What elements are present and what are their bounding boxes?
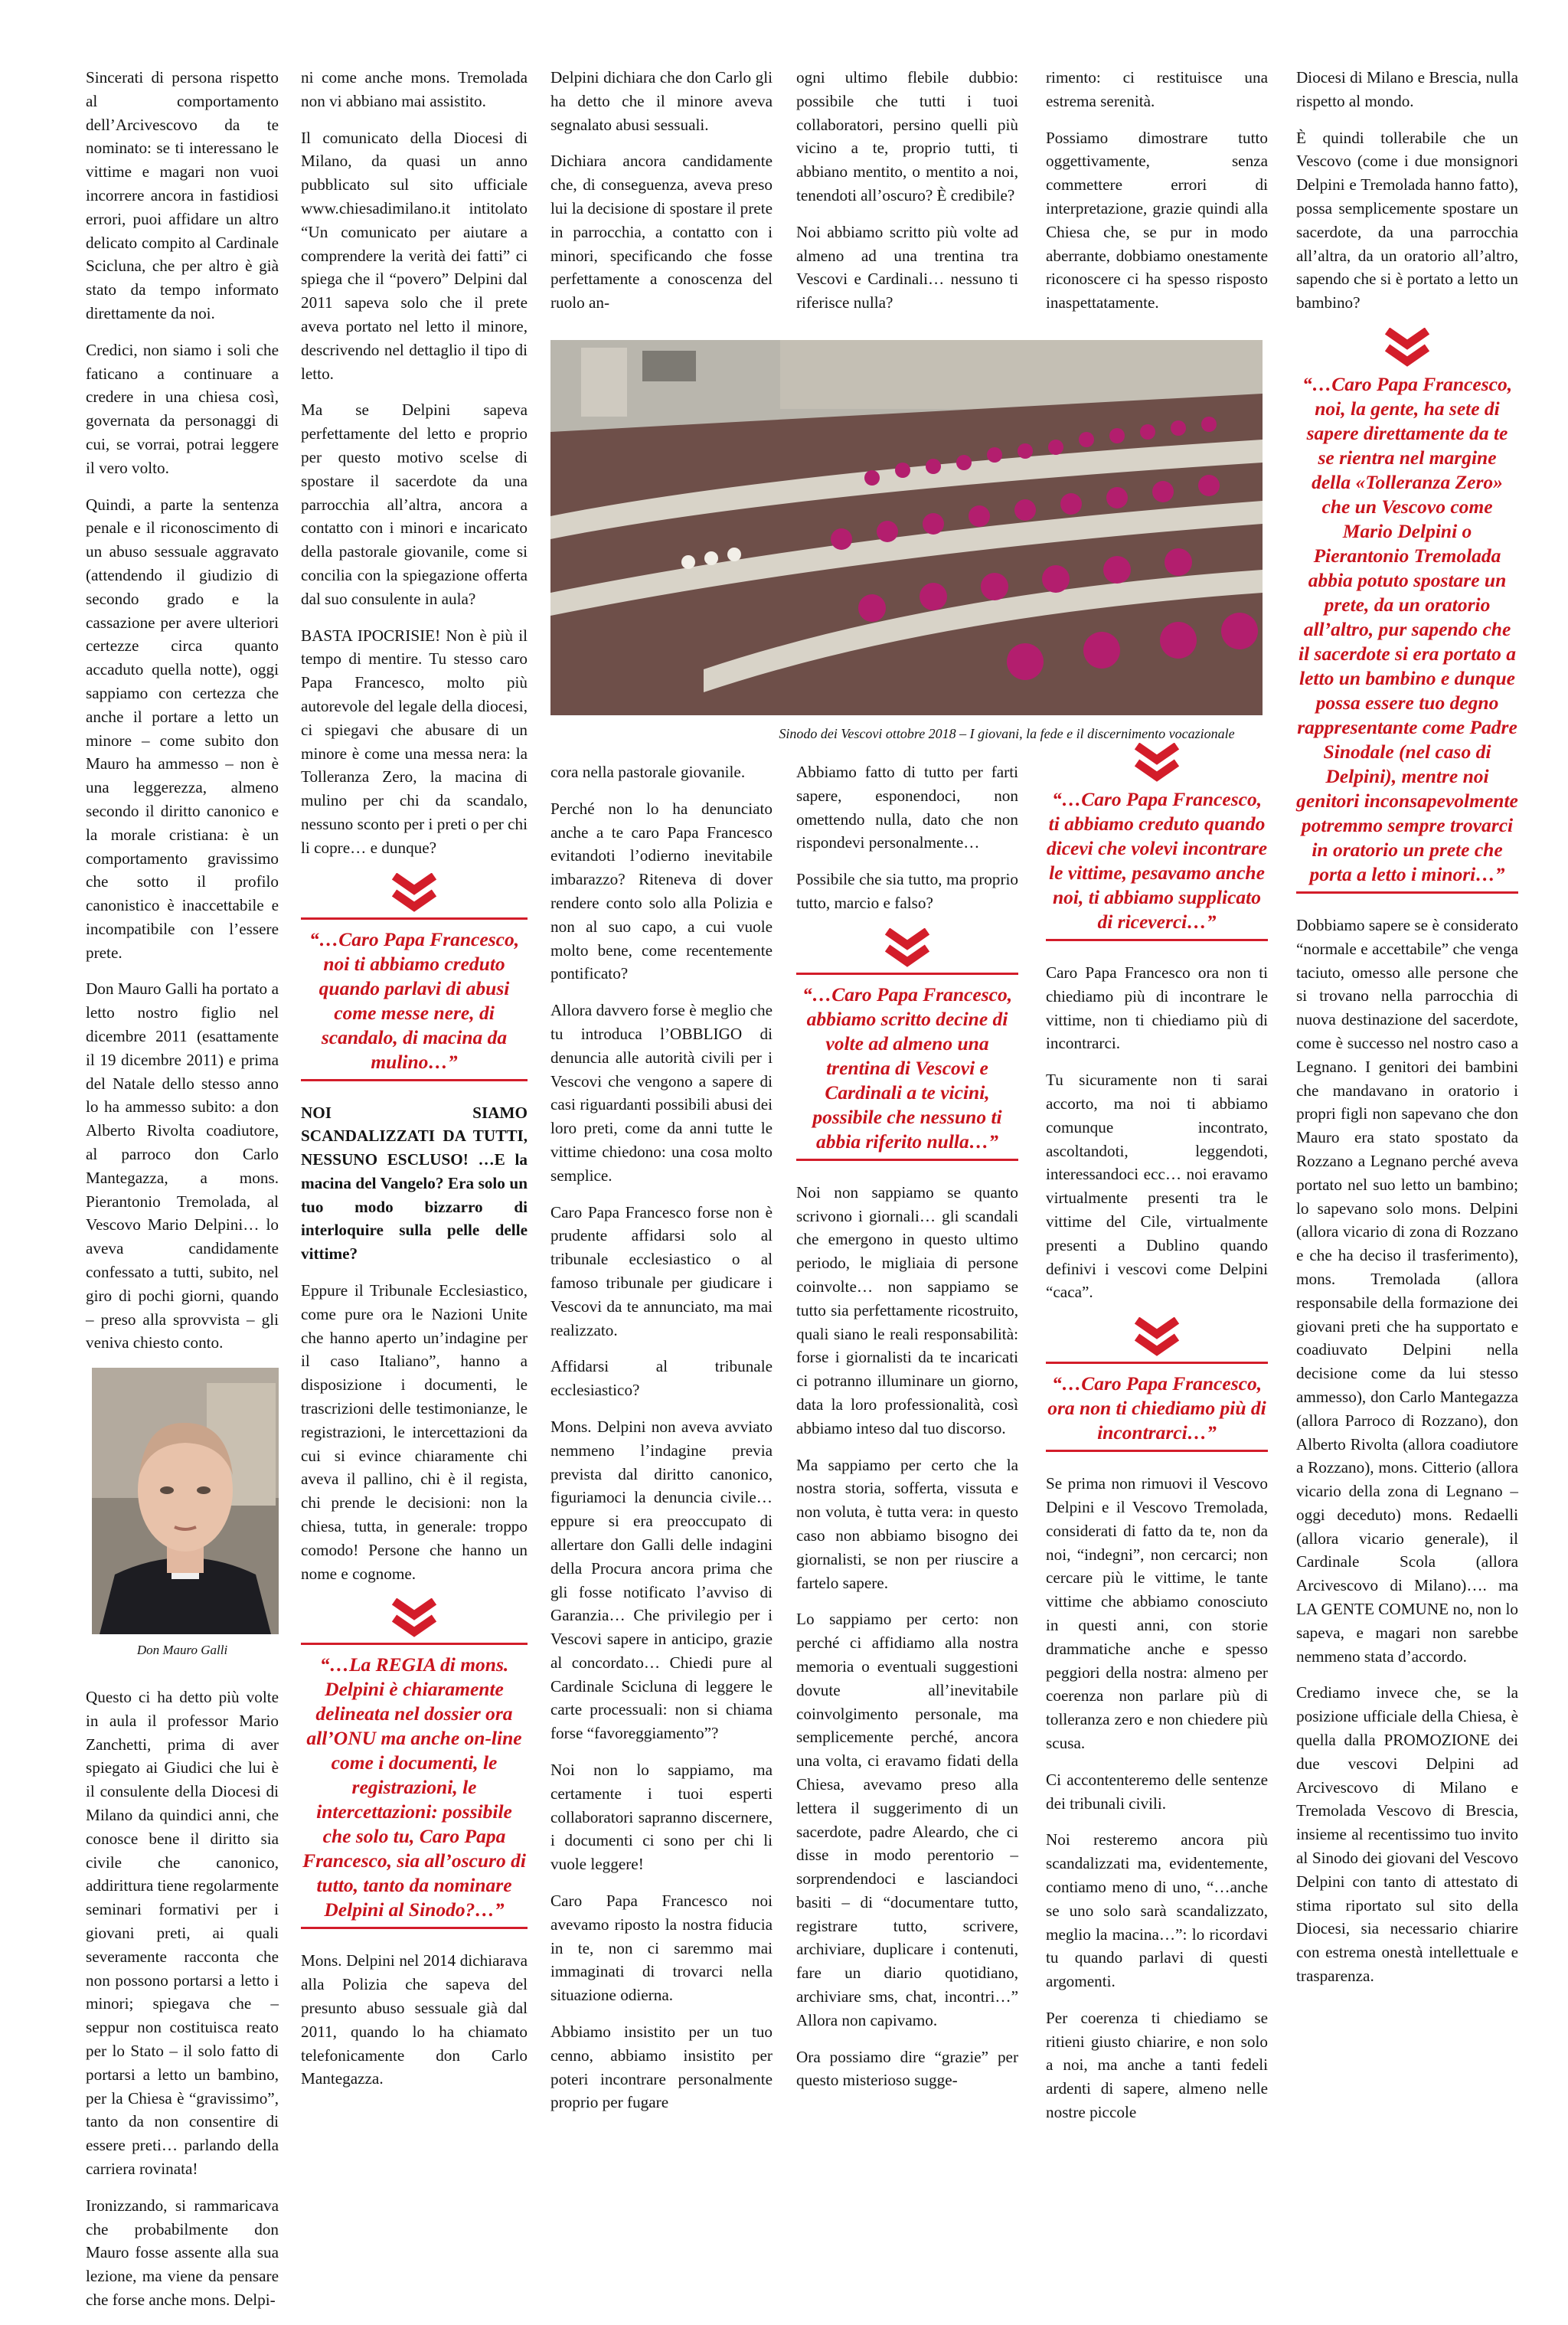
paragraph: Delpini dichiara che don Carlo gli ha detto che il minore aveva segnalato abusi sessuali. bbox=[550, 68, 773, 134]
paragraph: Per coerenza ti chiediamo se ritieni giusto chiarire, e non solo a noi, ma anche a tanti fedeli ardenti di sapere, almeno nelle nostre piccole bbox=[1046, 2008, 1268, 2122]
column-2 bbox=[301, 66, 528, 2104]
paragraph: Quindi, a parte la sentenza penale e il riconoscimento di un abuso sessuale aggravato (attendendo il giudizio di secondo grado e la cassazione per avere ulteriori certezze circa quanto accaduto quella notte), oggi sappiamo con certezza che anche il portare a letto un minore – come subito don Mauro ha ammesso – non è una leggerezza, almeno secondo il diritto canonico e la morale cristiana: è un comportamento gravissimo che sotto il profilo canonistico è inaccettabile e incompatibile con l’essere prete. bbox=[86, 495, 279, 962]
paragraph: Noi non sappiamo se quanto scrivono i giornali… gli scandali che emergono in questo ultimo periodo, le migliaia di persone coinvolte… non sappiamo se tutto sia perfettamente ricostruito, quali siano le reali responsabilità: forse i giornalisti da te incaricati ci potranno illuminare un giorno, data la loro professionalità, così abbiamo inteso dal tuo discorso. bbox=[796, 1182, 1018, 1437]
paragraph: Possiamo dimostrare tutto oggettivamente, senza commettere errori di interpretazione, grazie quindi alla Chiesa che, se pur in modo aberrante, dobbiamo onestamente riconoscere ci ha spesso risposto inaspettatamente. bbox=[1046, 128, 1268, 312]
paragraph: Noi resteremo ancora più scandalizzati ma, evidentemente, contiamo meno di uno, “…anche se uno solo sarà scandalizzato, meglio la macina…”: lo ricordavi tu quando parlavi di questi argomenti. bbox=[1046, 1830, 1268, 1991]
paragraph: Perché non lo ha denunciato anche a te caro Papa Francesco evitandoti l’odierno inevitabile imbarazzo? Riteneva di dover rendere conto solo alla Polizia e non al suo capo, a cui vuole molto bene, come recentemente pontificato? bbox=[550, 799, 773, 983]
column-4-bottom bbox=[796, 760, 1018, 2105]
column-6 bbox=[1296, 66, 1518, 2001]
paragraph: Abbiamo fatto di tutto per farti sapere, esponendoci, non omettendo nulla, dato che non rispondevi personalmente… bbox=[796, 763, 1018, 852]
paragraph: Dobbiamo sapere se è considerato “normale e accettabile” che venga taciuto, omesso alle persone che si trovano nella parrocchia di nuova destinazione del sacerdote, come è successo nel nostro caso a Legnano. I genitori dei bambini che mandavano in oratorio i propri figli non sapevano che don Mauro era stato spostato da Rozzano a Legnano perché aveva portato nel suo letto un bambino; lo sapevano solo mons. Delpini (allora vicario di zona di Rozzano e che ha deciso il trasferimento), mons. Tremolada (allora responsabile della formazione dei giovani preti che ha supportato e coadiuvato Delpini nella decisione come da lui stesso ammesso), don Carlo Mantegazza (allora Parroco di Rozzano), don Alberto Rivolta (allora coadiutore a Rozzano), mons. Citterio (allora vicario della zona di Legnano – oggi deceduto) mons. Redaelli (allora vicario generale), il Cardinale Scola (allora Arcivescovo di Milano)…. ma LA GENTE COMUNE no, non lo sapeva, e magari non sarebbe nemmeno stata d’accordo. bbox=[1296, 915, 1518, 1666]
pull-quote: “…Caro Papa Francesco, noi, la gente, ha sete di sapere direttamente da te se rientra nel margine della «Tolleranza Zero» che un Vescovo come Mario Delpini o Pierantonio Tremolada abbia potuto spostare un prete, da un oratorio all’altro, pur sapendo che il sacerdote si era portato a letto un bambino e dunque possa essere tuo degno rappresentante come Padre Sinodale (nel caso di Delpini), mentre noi genitori inconsapevolmente potremmo sempre trovarci in oratorio un prete che porta a letto i minori…” bbox=[1296, 372, 1518, 894]
paragraph: Caro Papa Francesco forse non è prudente affidarsi solo al tribunale ecclesiastico o al famoso tribunale per giudicare i Vescovi da te annunciato, ma mai realizzato. bbox=[550, 1202, 773, 1339]
pull-quote: “…Caro Papa Francesco, noi ti abbiamo creduto quando parlavi di abusi come messe nere, di scandalo, di macina da mulino…” bbox=[301, 917, 528, 1081]
chevron-down-icon bbox=[1132, 743, 1181, 783]
paragraph: Affidarsi al tribunale ecclesiastico? bbox=[550, 1357, 773, 1400]
paragraph: Caro Papa Francesco noi avevamo riposto la nostra fiducia in te, non ci saremmo mai immaginati di trovarci nella situazione odierna. bbox=[550, 1892, 773, 2005]
paragraph: Crediamo invece che, se la posizione ufficiale della Chiesa, è quella dalla PROMOZIONE dei due vescovi Delpini ad Arcivescovo di Milano e Tremolada Vescovo di Brescia, insieme al recentissimo tuo invito al Sinodo dei giovani del Vescovo Delpini con tanto di attestato di stima riportato sul sito della Diocesi, sia necessario chiarire con estrema onestà intellettuale e trasparenza. bbox=[1296, 1683, 1518, 1986]
paragraph: Dichiara ancora candidamente che, di conseguenza, aveva preso lui la decisione di spostare il prete in parrocchia, a contatto con i minori, specificando che fosse perfettamente a conoscenza del ruolo an- bbox=[550, 152, 773, 312]
paragraph: Lo sappiamo per certo: non perché ci affidiamo alla nostra memoria o eventuali suggestioni dovute all’inevitabile coinvolgimento personale, ma semplicemente perché, ancora una volta, ci eravamo fidati della Chiesa, avevamo preso alla lettera il suggerimento di un sacerdote, padre Aleardo, che ci disse in modo perentorio – sorprendendoci e lasciandoci basiti – di “documentare tutto, registrare tutto, scrivere, archiviare, duplicare i contenuti, fare un diario quotidiano, archiviare sms, chat, incontri…” Allora non capivamo. bbox=[796, 1610, 1018, 2029]
paragraph: rimento: ci restituisce una estrema serenità. bbox=[1046, 68, 1268, 110]
paragraph: ni come anche mons. Tremolada non vi abbiano mai assistito. bbox=[301, 68, 528, 110]
paragraph: cora nella pastorale giovanile. bbox=[550, 763, 746, 781]
pull-quote: “…La REGIA di mons. Delpini è chiaramente delineata nel dossier ora all’ONU ma anche on-line come i documenti, le registrazioni, le intercettazioni: possibile che solo tu, Caro Papa Francesco, sia all’oscuro di tutto, tanto da nominare Delpini al Sinodo?…” bbox=[301, 1643, 528, 1929]
paragraph: Questo ci ha detto più volte in aula il professor Mario Zanchetti, prima di aver spiegato ai Giudici che lui è il consulente della Diocesi di Milano da quindici anni, che conosce bene il diritto sia civile che canonico, addirittura tiene regolarmente seminari formativi per i giovani preti, ai quali severamente racconta che non possono portarsi a letto i minori; spiegava che – seppur non costituisca reato per lo Stato – il solo fatto di portarsi a letto un bambino, per la Chiesa è “gravissimo”, tanto da non consentire di essere preti… parlando della carriera rovinata! bbox=[86, 1688, 279, 2178]
paragraph: Noi abbiamo scritto più volte ad almeno ad una trentina tra Vescovi e Cardinali… nessuno ti riferisce nulla? bbox=[796, 222, 1018, 312]
paragraph: È quindi tollerabile che un Vescovo (come i due monsignori Delpini e Tremolada hanno fatto), possa semplicemente spostare un sacerdote, da una parrocchia all’altra, da un oratorio all’altro, sapendo che si è portato a letto un bambino? bbox=[1296, 128, 1518, 312]
paragraph: Ora possiamo dire “grazie” per questo misterioso sugge- bbox=[796, 2047, 1018, 2090]
column-5-top bbox=[1046, 66, 1268, 328]
chevron-down-icon bbox=[390, 1598, 439, 1638]
column-4-top bbox=[796, 66, 1018, 328]
paragraph: Noi non lo sappiamo, ma certamente i tuoi esperti collaboratori sapranno discernere, i documenti ci sono per chi li vuole leggere! bbox=[550, 1761, 773, 1874]
paragraph: Caro Papa Francesco ora non ti chiediamo più di incontrare le vittime, non ti chiediamo più di incontrarci. bbox=[1046, 963, 1268, 1053]
paragraph: Ironizzando, si rammaricava che probabilmente don Mauro fosse assente alla sua lezione, ma viene da pensare che forse anche mons. Delpi- bbox=[86, 2196, 279, 2309]
paragraph: Eppure il Tribunale Ecclesiastico, come pure ora le Nazioni Unite che hanno aperto un’indagine per il caso Italiano”, hanno a disposizione i documenti, le trascrizioni delle testimonianze, le registrazioni, le intercettazioni da cui si evince chiaramente chi aveva il pallino, chi è il regista, chi prende le decisioni: non la chiesa, tutta, in generale: troppo comodo! Persone che hanno un nome e cognome. bbox=[301, 1281, 528, 1583]
pull-quote: “…Caro Papa Francesco, ora non ti chiediamo più di incontrarci…” bbox=[1046, 1362, 1268, 1452]
pull-quote: “…Caro Papa Francesco, ti abbiamo creduto quando dicevi che volevi incontrare le vittime, pesavamo anche noi, ti abbiamo supplicato di riceverci…” bbox=[1046, 787, 1268, 941]
paragraph: Tu sicuramente non ti sarai accorto, ma noi ti abbiamo comunque incontrato, ascoltandoti, leggendoti, interessandoci ecc… noi eravamo virtualmente presenti tra le vittime del Cile, virtualmente presenti a Dublino quando definivi i vescovi come Delpini “caca”. bbox=[1046, 1071, 1268, 1302]
column-5-bottom bbox=[1046, 740, 1268, 2137]
paragraph: Ci accontenteremo delle sentenze dei tribunali civili. bbox=[1046, 1770, 1268, 1813]
paragraph: Ma sappiamo per certo che la nostra storia, sofferta, vissuta e non voluta, è tutta vera: in questo caso non abbiamo bisogno dei giornalisti, se non per riuscire a fartelo sapere. bbox=[796, 1455, 1018, 1592]
photo-caption: Don Mauro Galli bbox=[136, 1643, 228, 1658]
column-3-bottom bbox=[550, 760, 773, 2127]
paragraph: NOI SIAMO SCANDALIZZATI DA TUTTI, NESSUNO ESCLUSO! …E la macina del Vangelo? Era solo un tuo modo bizzarro di interloquire sulla pelle delle vittime? bbox=[301, 1103, 528, 1264]
paragraph: Se prima non rimuovi il Vescovo Delpini e il Vescovo Tremolada, considerati di fatto da te, non da noi, “indegni”, non cercarci; non cercare più le vittime, le tante vittime che abbiamo conosciuto in questi anni, con storie drammatiche anche e spesso peggiori della nostra: almeno per coerenza non parlare più di tolleranza zero e non chiedere più scusa. bbox=[1046, 1474, 1268, 1752]
paragraph: Allora davvero forse è meglio che tu introduca l’OBBLIGO di denuncia alle autorità civili per i Vescovi che vengono a sapere di casi riguardanti possibili abusi dei loro preti, come da anni tutte le vittime chiedono: una cosa molto semplice. bbox=[550, 1001, 773, 1185]
photo-don-mauro-galli bbox=[92, 1368, 279, 1634]
synod-image bbox=[550, 340, 1263, 715]
paragraph: ogni ultimo flebile dubbio: possibile che tutti i tuoi collaboratori, persino quelli più vicino a te, proprio tutti, ti abbiano mentito, o mentito a noi, tenendoti all’oscuro? È credibile? bbox=[796, 68, 1018, 204]
paragraph: Diocesi di Milano e Brescia, nulla rispetto al mondo. bbox=[1296, 68, 1518, 110]
chevron-down-icon bbox=[1132, 1317, 1181, 1357]
column-3-top bbox=[550, 66, 773, 328]
paragraph: Don Mauro Galli ha portato a letto nostro figlio nel dicembre 2011 (esattamente il 19 dicembre 2011) e prima del Natale dello stesso anno lo ha ammesso subito: a don Alberto Rivolta coadiutore, al parroco don Carlo Mantegazza, a mons. Pierantonio Tremolada, al Vescovo Mario Delpini… lo aveva candidamente confessato a tutti, subito, nel giro di pochi giorni, quando – preso alla sprovvista – gli veniva chiesto conto. bbox=[86, 979, 279, 1352]
paragraph: Sincerati di persona rispetto al comportamento dell’Arcivescovo da te nominato: se ti interessano le vittime e magari non vuoi incorrere ancora in fastidiosi errori, puoi affidare un altro delicato compito al Cardinale Scicluna, che per altro è già stato da tempo informato direttamente da noi. bbox=[86, 68, 279, 322]
paragraph: Abbiamo insistito per un tuo cenno, abbiamo insistito per poteri incontrare personalmente proprio per fugare bbox=[550, 2023, 773, 2112]
paragraph: BASTA IPOCRISIE! Non è più il tempo di mentire. Tu stesso caro Papa Francesco, molto più autorevole del legale della diocesi, ci spiegavi che abusare di un minore è come una messa nera: la Tolleranza Zero, la macina di mulino per chi da scandalo, nessuno sconto per i preti o per chi li copre… e dunque? bbox=[301, 626, 528, 857]
chevron-down-icon bbox=[1383, 328, 1432, 368]
paragraph: Il comunicato della Diocesi di Milano, da quasi un anno pubblicato sul sito ufficiale www.chiesadimilano.it intitolato “Un comunicato per aiutare a comprendere la verità dei fatti” ci spiega che il “povero” Delpini dal 2011 sapeva solo che il prete aveva portato nel letto il minore, descrivendo nel dettaglio il tipo di letto. bbox=[301, 128, 528, 383]
photo-caption: Sinodo dei Vescovi ottobre 2018 – I giovani, la fede e il discernimento vocazionale bbox=[779, 726, 1235, 741]
photo-synod bbox=[550, 340, 1263, 715]
column-1 bbox=[86, 66, 279, 2325]
paragraph: Mons. Delpini nel 2014 dichiarava alla Polizia che sapeva del presunto abuso sessuale già dal 2011, quando lo ha chiamato telefonicamente don Carlo Mantegazza. bbox=[301, 1951, 528, 2088]
paragraph: Ma se Delpini sapeva perfettamente del letto e proprio per questo motivo scelse di spostare il sacerdote da una parrocchia all’altra, ancora a contatto con i minori e incaricato della pastorale giovanile, come si concilia con la spiegazione offerta dal suo consulente in aula? bbox=[301, 401, 528, 608]
portrait-image bbox=[92, 1368, 279, 1634]
paragraph: Possibile che sia tutto, ma proprio tutto, marcio e falso? bbox=[796, 870, 1018, 912]
pull-quote: “…Caro Papa Francesco, abbiamo scritto decine di volte ad almeno una trentina di Vescovi e Cardinali a te vicini, possibile che nessuno ti abbia riferito nulla…” bbox=[796, 973, 1018, 1161]
paragraph: Credici, non siamo i soli che faticano a continuare a credere in una chiesa così, governata da personaggi di cui, se vorrai, potrai leggere il vero volto. bbox=[86, 340, 279, 477]
paragraph: Mons. Delpini non aveva avviato nemmeno l’indagine previa prevista dal diritto canonico, figuriamoci la denuncia civile… eppure si era preoccupato di allertare don Galli delle indagini della Procura ancora prima che gli fosse notificato l’avviso di Garanzia… Che privilegio per i Vescovi sapere in anticipo, grazie al concordato… Chiedi pure al Cardinale Scicluna di leggere le carte processuali: non si chiama forse “favoreggiamento”? bbox=[550, 1417, 773, 1743]
chevron-down-icon bbox=[883, 928, 932, 968]
chevron-down-icon bbox=[390, 873, 439, 913]
